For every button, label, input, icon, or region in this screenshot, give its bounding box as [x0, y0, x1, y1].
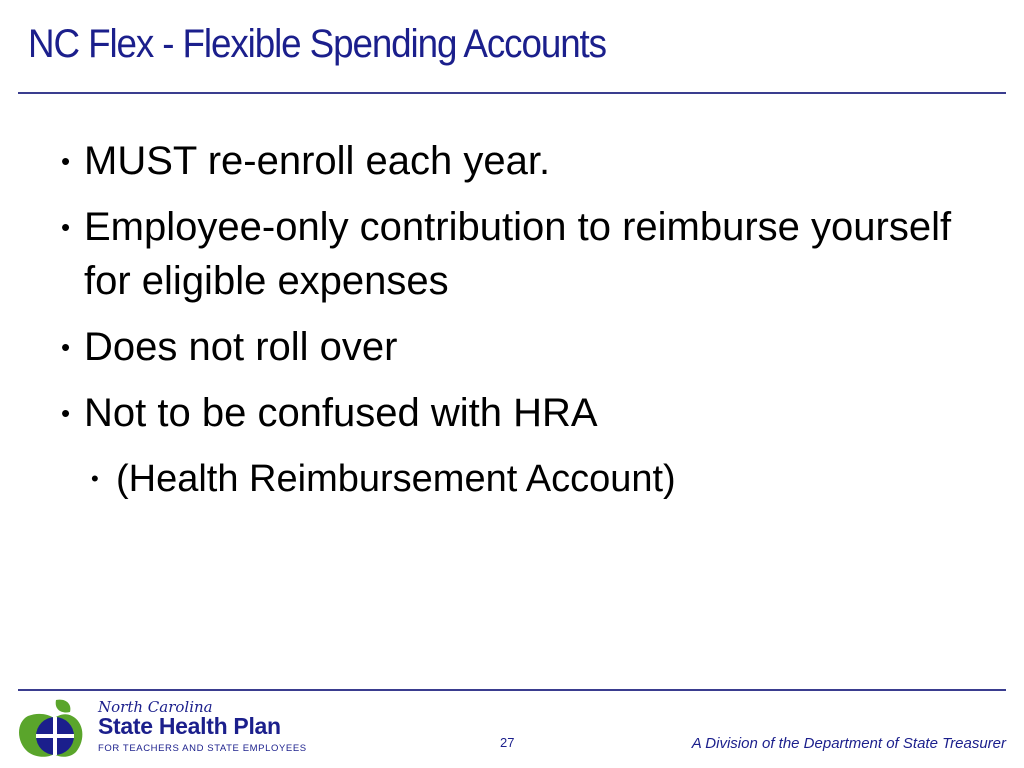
bullet-text: Does not roll over: [84, 325, 398, 369]
bullet-dot: •: [61, 212, 71, 242]
bullet-item: [58, 320, 958, 374]
logo-line-2: State Health Plan: [98, 713, 281, 739]
sub-bullet-text: (Health Reimbursement Account): [116, 458, 676, 500]
apple-leaf-icon: [14, 696, 94, 760]
bullet-dot: •: [61, 146, 71, 176]
title-divider: [18, 92, 1006, 94]
bullet-item: [58, 200, 958, 308]
logo-line-1: North Carolina: [98, 698, 213, 716]
bullet-dot: •: [61, 398, 71, 428]
bullet-dot: •: [61, 332, 71, 362]
bullet-text: Not to be confused with HRA: [84, 391, 598, 435]
bullet-list: [58, 134, 958, 518]
bullet-item: [58, 386, 958, 440]
bullet-text: Employee-only contribution to reimburse yourself for eligible expenses: [84, 205, 952, 303]
slide-title: NC Flex - Flexible Spending Accounts: [28, 22, 606, 66]
bullet-dot: •: [91, 466, 99, 491]
logo-line-3: FOR TEACHERS AND STATE EMPLOYEES: [98, 743, 307, 754]
division-text: A Division of the Department of State Treasurer: [691, 735, 1006, 752]
sub-bullet-item: [88, 452, 958, 506]
state-health-plan-logo: [14, 696, 307, 760]
page-number: 27: [500, 735, 515, 750]
bullet-text: MUST re-enroll each year.: [84, 139, 551, 183]
bullet-item: [58, 134, 958, 188]
footer-divider: [18, 689, 1006, 691]
